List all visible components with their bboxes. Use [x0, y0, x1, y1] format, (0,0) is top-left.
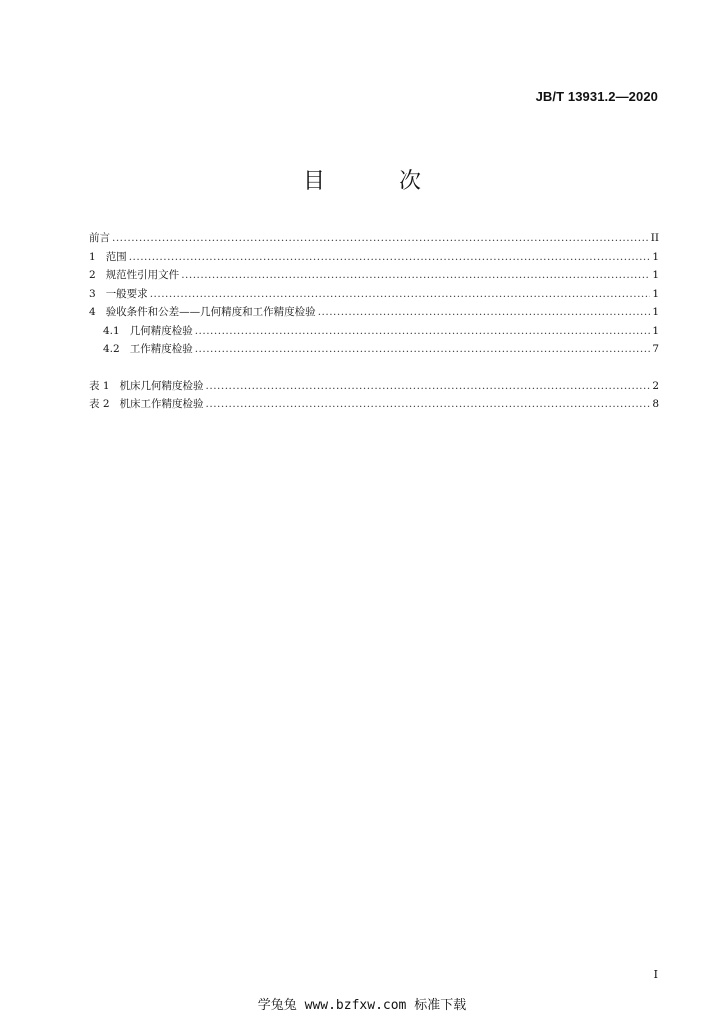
- toc-number: 表 2: [89, 398, 110, 410]
- toc-leader-dots: [150, 285, 651, 304]
- toc-entry-scope[interactable]: [89, 248, 659, 267]
- toc-page: 1: [652, 269, 659, 281]
- toc-entry-foreword[interactable]: [89, 229, 659, 248]
- toc-entry-working-accuracy[interactable]: [89, 340, 659, 359]
- toc-label: 机床几何精度检验: [119, 379, 204, 392]
- toc-label: 范围: [105, 250, 127, 263]
- toc-leader-dots: [206, 377, 651, 396]
- toc-number: 2: [89, 269, 96, 281]
- toc-leader-dots: [206, 395, 651, 414]
- toc-page: 1: [652, 250, 659, 263]
- toc-entry-table-1[interactable]: [89, 377, 659, 396]
- toc-entry-geometric-accuracy[interactable]: [89, 322, 659, 341]
- toc-page: 1: [652, 324, 659, 337]
- toc-leader-dots: [112, 229, 649, 248]
- toc-page: 2: [652, 379, 659, 392]
- toc-label: 一般要求: [105, 287, 148, 300]
- toc-label: 验收条件和公差——几何精度和工作精度检验: [105, 306, 316, 318]
- page-number: I: [653, 968, 658, 981]
- toc-label: 几何精度检验: [129, 324, 193, 337]
- toc-number: 4: [89, 306, 96, 318]
- toc-leader-dots: [195, 322, 651, 341]
- toc-label: 规范性引用文件: [105, 269, 180, 281]
- toc-page: 8: [652, 398, 659, 410]
- toc-entry-normative-references[interactable]: [89, 266, 659, 285]
- toc-leader-dots: [318, 303, 651, 322]
- toc-number: 1: [89, 250, 96, 263]
- toc-number: 4.1: [103, 324, 120, 337]
- page-title: 目 次: [302, 169, 447, 194]
- toc-page: 7: [652, 343, 659, 355]
- toc-entry-acceptance-conditions[interactable]: [89, 303, 659, 322]
- footer-watermark: 学兔兔 www.bzfxw.com 标准下载: [257, 998, 467, 1013]
- toc-leader-dots: [195, 340, 651, 359]
- toc-number: 3: [89, 287, 96, 300]
- toc-page: 1: [652, 306, 659, 318]
- toc-entry-general-requirements[interactable]: [89, 285, 659, 304]
- toc-label: 工作精度检验: [129, 343, 193, 355]
- toc-label: 前言: [89, 232, 110, 244]
- standard-number: JB/T 13931.2—2020: [535, 89, 658, 104]
- toc-page: 1: [652, 287, 659, 300]
- toc-number: 4.2: [103, 343, 120, 355]
- toc-page: II: [650, 232, 659, 244]
- toc-leader-dots: [181, 266, 650, 285]
- toc-label: 机床工作精度检验: [119, 398, 204, 410]
- toc-number: 表 1: [89, 379, 110, 392]
- toc-entry-table-2[interactable]: [89, 395, 659, 414]
- table-of-contents: [89, 229, 659, 414]
- toc-leader-dots: [129, 248, 651, 267]
